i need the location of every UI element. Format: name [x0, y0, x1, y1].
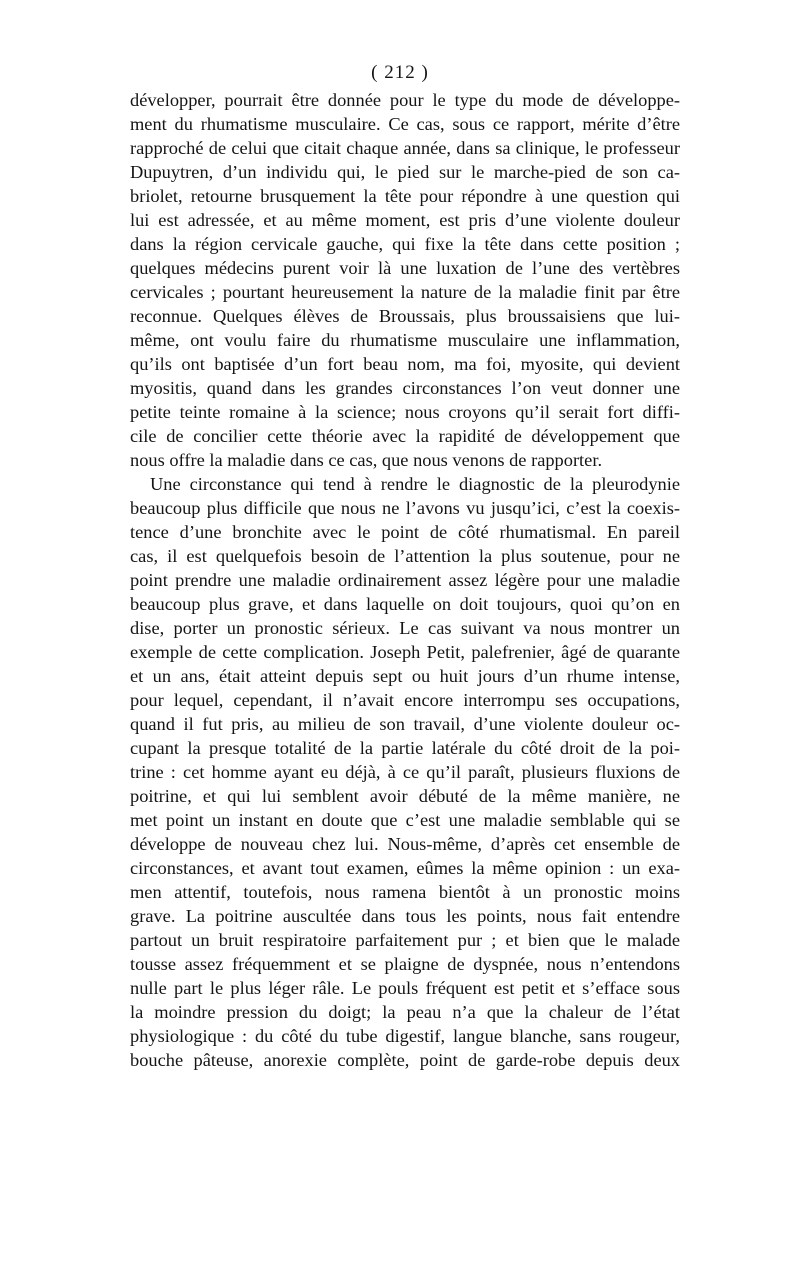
text-line: partout un bruit respiratoire parfaitement pur ; et bien que le malade	[130, 930, 680, 950]
text-line: cupant la presque totalité de la partie latérale du côté droit de la poi-	[130, 738, 680, 758]
text-line: physiologique : du côté du tube digestif, langue blanche, sans rougeur,	[130, 1026, 680, 1046]
text-line: développe de nouveau chez lui. Nous-même, d’après cet ensemble de	[130, 834, 680, 854]
text-line: développer, pourrait être donnée pour le type du mode de développe-	[130, 90, 680, 110]
text-line: point prendre une maladie ordinairement assez légère pour une maladie	[130, 570, 680, 590]
text-line: beaucoup plus grave, et dans laquelle on doit toujours, quoi qu’on en	[130, 594, 680, 614]
text-line: trine : cet homme ayant eu déjà, à ce qu’il paraît, plusieurs fluxions de	[130, 762, 680, 782]
text-line: rapproché de celui que citait chaque année, dans sa clinique, le professeur	[130, 138, 680, 158]
text-line: quand il fut pris, au milieu de son travail, d’une violente douleur oc-	[130, 714, 680, 734]
text-line: reconnue. Quelques élèves de Broussais, plus broussaisiens que lui-	[130, 306, 680, 326]
text-line: myositis, quand dans les grandes circonstances l’on veut donner une	[130, 378, 680, 398]
text-line: exemple de cette complication. Joseph Petit, palefrenier, âgé de quarante	[130, 642, 680, 662]
text-line: circonstances, et avant tout examen, eûmes la même opinion : un exa-	[130, 858, 680, 878]
text-line: cervicales ; pourtant heureusement la nature de la maladie finit par être	[130, 282, 680, 302]
text-line: cile de concilier cette théorie avec la rapidité de développement que	[130, 426, 680, 446]
text-line: dans la région cervicale gauche, qui fixe la tête dans cette position ;	[130, 234, 680, 254]
text-line: tence d’une bronchite avec le point de côté rhumatismal. En pareil	[130, 522, 680, 542]
text-line: ment du rhumatisme musculaire. Ce cas, sous ce rapport, mérite d’être	[130, 114, 680, 134]
text-line: petite teinte romaine à la science; nous croyons qu’il serait fort diffi-	[130, 402, 680, 422]
text-line: briolet, retourne brusquement la tête pour répondre à une question qui	[130, 186, 680, 206]
text-line: tousse assez fréquemment et se plaigne de dyspnée, nous n’entendons	[130, 954, 680, 974]
text-line: beaucoup plus difficile que nous ne l’avons vu jusqu’ici, c’est la coexis-	[130, 498, 680, 518]
paragraph-2	[130, 472, 680, 1072]
text-line: met point un instant en doute que c’est une maladie semblable qui se	[130, 810, 680, 830]
text-line: même, ont voulu faire du rhumatisme musculaire une inflammation,	[130, 330, 680, 350]
text-line: quelques médecins purent voir là une luxation de l’une des vertèbres	[130, 258, 680, 278]
text-line: Une circonstance qui tend à rendre le diagnostic de la pleurodynie	[150, 474, 680, 494]
text-line: qu’ils ont baptisée d’un fort beau nom, ma foi, myosite, qui devient	[130, 354, 680, 374]
text-line: pour lequel, cependant, il n’avait encore interrompu ses occupations,	[130, 690, 680, 710]
body-text	[130, 88, 680, 1072]
text-line: Dupuytren, d’un individu qui, le pied sur le marche-pied de son ca-	[130, 162, 680, 182]
text-line: bouche pâteuse, anorexie complète, point de garde-robe depuis deux	[130, 1050, 680, 1070]
text-line: dise, porter un pronostic sérieux. Le cas suivant va nous montrer un	[130, 618, 680, 638]
text-line: poitrine, et qui lui semblent avoir débuté de la même manière, ne	[130, 786, 680, 806]
text-line: et un ans, était atteint depuis sept ou huit jours d’un rhume intense,	[130, 666, 680, 686]
text-line: grave. La poitrine auscultée dans tous les points, nous fait entendre	[130, 906, 680, 926]
text-line: nulle part le plus léger râle. Le pouls fréquent est petit et s’efface sous	[130, 978, 680, 998]
page-number: ( 212 )	[371, 62, 429, 83]
text-line: lui est adressée, et au même moment, est pris d’une violente douleur	[130, 210, 680, 230]
text-line: men attentif, toutefois, nous ramena bientôt à un pronostic moins	[130, 882, 680, 902]
text-line: nous offre la maladie dans ce cas, que nous venons de rapporter.	[130, 450, 603, 470]
paragraph-1	[130, 88, 680, 472]
text-line: cas, il est quelquefois besoin de l’attention la plus soutenue, pour ne	[130, 546, 680, 566]
text-line: la moindre pression du doigt; la peau n’a que la chaleur de l’état	[130, 1002, 680, 1022]
